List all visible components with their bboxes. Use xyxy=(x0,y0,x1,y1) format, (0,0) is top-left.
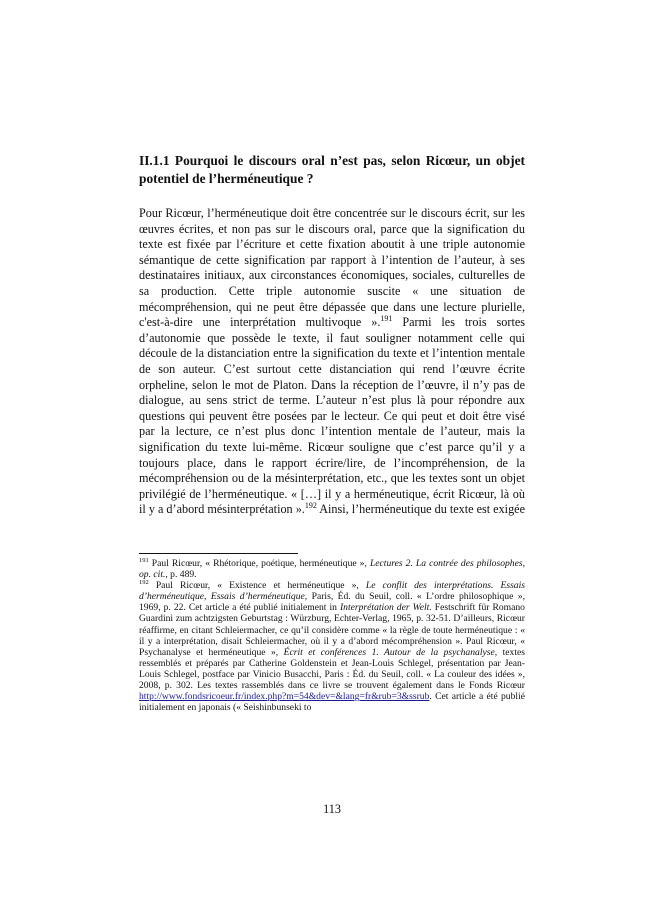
section-heading: II.1.1 Pourquoi le discours oral n’est pas, selon Ricœur, un objet potentiel de l’herméneutique ? xyxy=(139,153,525,186)
footnote-number: 192 xyxy=(139,579,149,586)
footnote-text: Paul Ricœur, « Rhétorique, poétique, herméneutique », xyxy=(148,558,370,569)
footnote-title: Interprétation der Welt. xyxy=(339,602,432,614)
footnote-text: Festschrift für Romano Guardini zum achtzigsten Geburtstag : Würzburg, Echter-Verlag, 1965, p. 32-51. D’ailleurs, Ricœur réaffirme, en citant Schleiermacher, ce qu’il considère comme « la règle de toute herméneutique : « il y a interprétation, disait Schleiermacher, où il y a d’abord mécompréhension ». Paul Ricœur, « Psychanalyse et herméneutique », xyxy=(139,602,525,658)
paragraph-text-2: Parmi les trois sortes d’autonomie que possède le texte, il faut souligner notamment celle qui découle de la distanciation entre la signification du texte et l’intention mentale de son auteur. C’est surtout cette distanciation qui rend l’œuvre écrite orpheline, selon le mot de Platon. Dans la réception de l’œuvre, il n’y pas de dialogue, au sens strict de terme. L’auteur n’est plus là pour répondre aux questions qui peuvent être posées par le lecteur. Ce qui peut et doit être visé par la lecture, ce n’est plus donc l’intention mentale de l’auteur, mais la signification du texte lui-même. Ricœur souligne que c’est parce qu’il y a toujours place, dans le rapport écrire/lire, de l’incompréhension, de la mécompréhension ou de la mésinterprétation, etc., que les textes sont un objet privilégié de l’herméneutique. « […] il y a herméneutique, écrit Ricœur, là où il y a d’abord mésinterprétation ». xyxy=(139,315,525,517)
footnote-text: Paul Ricœur, « Existence et herméneutique », xyxy=(148,580,366,592)
footnote-text: p. 489. xyxy=(167,569,197,581)
document-page xyxy=(139,0,525,920)
footnote-text: . Cet article a été publié initialement en japonais (« Seishinbunseki to xyxy=(139,691,525,714)
footnote-191 xyxy=(139,558,525,580)
paragraph-text-1: Pour Ricœur, l’herméneutique doit être concentrée sur le discours écrit, sur les œuvres écrites, et non pas sur le discours oral, parce que la signification du texte est fixée par l’écriture et cette fixation aboutit à une triple autonomie sémantique de cette signification par rapport à l’intention de l’auteur, à ses destinataires initiaux, aux circonstances économiques, sociales, culturelles de sa production. Cette triple autonomie suscite « une situation de mécompréhension, qui ne peut être dépassée que dans une lecture plurielle, c'est-à-dire une interprétation multivoque ». xyxy=(139,206,525,330)
footnote-title: Écrit et conférences 1. Autour de la psychanalyse xyxy=(283,646,495,658)
footnote-title: Le conflit des interprétations. Essais d’herméneutique, Essais d’herméneutique xyxy=(139,580,525,603)
page-number: 113 xyxy=(323,802,341,816)
footnote-192 xyxy=(139,580,525,713)
footnote-ref-192[interactable]: 192 xyxy=(304,501,317,511)
footnote-title: Lectures 2. La contrée des philosophes, op. cit., xyxy=(139,558,525,581)
footnote-number: 191 xyxy=(139,556,149,564)
body-paragraph xyxy=(139,206,525,518)
footnotes xyxy=(139,558,525,713)
footnote-text: , Paris, Éd. du Seuil, coll. « L’ordre philosophique », 1969, p. 22. Cet article a été publié initialement in xyxy=(139,591,525,614)
footnote-text: , textes ressemblés et préparés par Catherine Goldenstein et Jean-Louis Schlegel, présentation par Jean-Louis Schlegel, postface par Vinicio Busacchi, Paris : Éd. du Seuil, coll. « La couleur des idées », 2008, p. 302. Les textes rassemblés dans ce livre se trouvent également dans le Fonds Ricœur xyxy=(139,646,525,692)
footnote-separator xyxy=(139,553,298,554)
paragraph-text-3: Ainsi, l’herméneutique du texte est exigée xyxy=(316,502,525,517)
footnote-ref-191[interactable]: 191 xyxy=(380,314,393,324)
fonds-ricoeur-link[interactable]: http://www.fondsricoeur.fr/index.php?m=54&dev=&lang=fr&rub=3&ssrub xyxy=(139,691,430,703)
